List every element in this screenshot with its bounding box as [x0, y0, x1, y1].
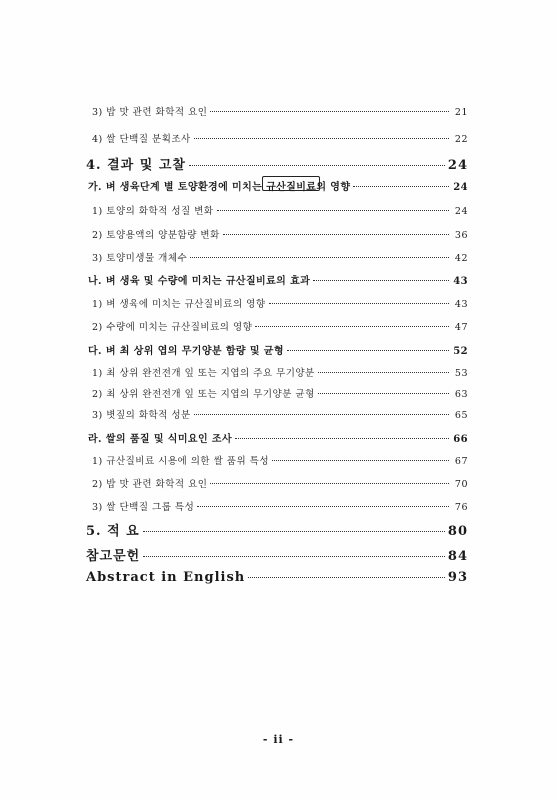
toc-entry-page: 65 — [454, 410, 468, 421]
toc-entry[interactable] — [92, 476, 468, 490]
dot-leader — [287, 350, 449, 351]
dot-leader — [353, 186, 449, 187]
dot-leader — [318, 372, 449, 373]
toc-entry-label: 1) 토양의 화학적 성질 변화 — [92, 206, 214, 217]
toc-section[interactable] — [88, 342, 468, 357]
toc-entry-page: 63 — [454, 389, 468, 400]
toc-entry-page: 66 — [453, 434, 468, 445]
toc-entry-label: 5. 적 요 — [86, 524, 140, 539]
toc-entry-page: 70 — [454, 479, 468, 490]
toc-entry[interactable] — [92, 365, 468, 379]
toc-chapter[interactable] — [86, 545, 468, 564]
toc-entry-label: 1) 최 상위 완전전개 잎 또는 지엽의 주요 무기양분 — [92, 368, 315, 379]
toc-entry-page: 47 — [454, 322, 468, 333]
toc-entry[interactable] — [92, 319, 468, 333]
page-number-footer: - ii - — [262, 733, 295, 746]
toc-chapter[interactable] — [86, 520, 468, 539]
dot-leader — [255, 326, 449, 327]
toc-entry-label: 3) 쌀 단백질 그룹 특성 — [92, 502, 195, 513]
toc-entry-page: 84 — [447, 549, 468, 564]
toc-entry[interactable] — [92, 499, 468, 513]
dot-leader — [235, 438, 449, 439]
toc-entry[interactable] — [92, 104, 468, 118]
toc-entry-label: 가. 벼 생육단계 별 토양환경에 미치는 규산질비료의 영향 — [88, 182, 351, 193]
toc-entry-page: 52 — [453, 346, 468, 357]
dot-leader — [223, 234, 449, 235]
toc-entry-page: 53 — [454, 368, 468, 379]
toc-entry-page: 24 — [453, 182, 468, 193]
dot-leader — [143, 531, 445, 532]
toc-entry-page: 43 — [453, 276, 468, 287]
toc-entry-label: 4. 결과 및 고찰 — [86, 158, 186, 173]
toc-entry-page: 76 — [454, 502, 468, 513]
toc-entry-label: 4) 쌀 단백질 분획조사 — [92, 134, 191, 145]
toc-entry-label: 2) 밥 맛 관련 화학적 요인 — [92, 479, 208, 490]
dot-leader — [194, 138, 449, 139]
toc-entry-page: 67 — [454, 456, 468, 467]
toc-section[interactable] — [88, 272, 468, 287]
toc-entry[interactable] — [92, 386, 468, 400]
toc-entry-label: 참고문헌 — [86, 549, 141, 564]
toc-entry[interactable] — [92, 453, 468, 467]
dot-leader — [210, 111, 449, 112]
dot-leader — [210, 483, 449, 484]
toc-entry-label: 2) 최 상위 완전전개 잎 또는 지엽의 무기양분 균형 — [92, 389, 315, 400]
toc-entry-page: 36 — [454, 230, 468, 241]
toc-entry-label: 3) 볏짚의 화학적 성분 — [92, 410, 191, 421]
toc-entry-label: 3) 토양미생물 개체수 — [92, 253, 188, 264]
toc-entry-label: Abstract in English — [86, 570, 246, 585]
toc-entry-page: 22 — [454, 134, 468, 145]
dot-leader — [217, 210, 449, 211]
toc-entry-page: 21 — [454, 107, 468, 118]
toc-entry-page: 80 — [447, 524, 468, 539]
toc-entry-page: 93 — [447, 570, 468, 585]
toc-entry-label: 라. 쌀의 품질 및 식미요인 조사 — [88, 434, 233, 445]
toc-entry-label: 1) 규산질비료 시용에 의한 쌀 품위 특성 — [92, 456, 270, 467]
toc-entry-label: 3) 밥 맛 관련 화학적 요인 — [92, 107, 208, 118]
dot-leader — [313, 280, 449, 281]
toc-entry-label: 다. 벼 최 상위 엽의 무기양분 함량 및 균형 — [88, 346, 284, 357]
toc-entry-label: 2) 수량에 미치는 규산질비료의 영향 — [92, 322, 253, 333]
toc-entry[interactable] — [92, 203, 468, 217]
dot-leader — [190, 257, 449, 258]
toc-entry-label: 나. 벼 생육 및 수량에 미치는 규산질비료의 효과 — [88, 276, 311, 287]
dot-leader — [272, 460, 449, 461]
toc-entry-page: 24 — [454, 206, 468, 217]
toc-entry[interactable] — [92, 250, 468, 264]
toc-entry[interactable] — [92, 227, 468, 241]
toc-entry[interactable] — [92, 296, 468, 310]
dot-leader — [197, 506, 449, 507]
toc-entry-page: 43 — [454, 299, 468, 310]
toc-section[interactable] — [88, 430, 468, 445]
toc-entry-page: 24 — [447, 158, 468, 173]
toc-entry-page: 42 — [454, 253, 468, 264]
toc-entry[interactable] — [92, 131, 468, 145]
dot-leader — [248, 577, 445, 578]
toc-chapter[interactable] — [86, 570, 468, 585]
handwritten-box-mark — [262, 176, 320, 191]
toc-entry-label: 2) 토양용액의 양분함량 변화 — [92, 230, 220, 241]
toc-entry-label: 1) 벼 생육에 미치는 규산질비료의 영향 — [92, 299, 266, 310]
dot-leader — [189, 165, 445, 166]
dot-leader — [194, 414, 449, 415]
dot-leader — [318, 393, 449, 394]
toc-entry[interactable] — [92, 407, 468, 421]
dot-leader — [269, 303, 449, 304]
dot-leader — [143, 556, 445, 557]
toc-chapter[interactable] — [86, 154, 468, 173]
